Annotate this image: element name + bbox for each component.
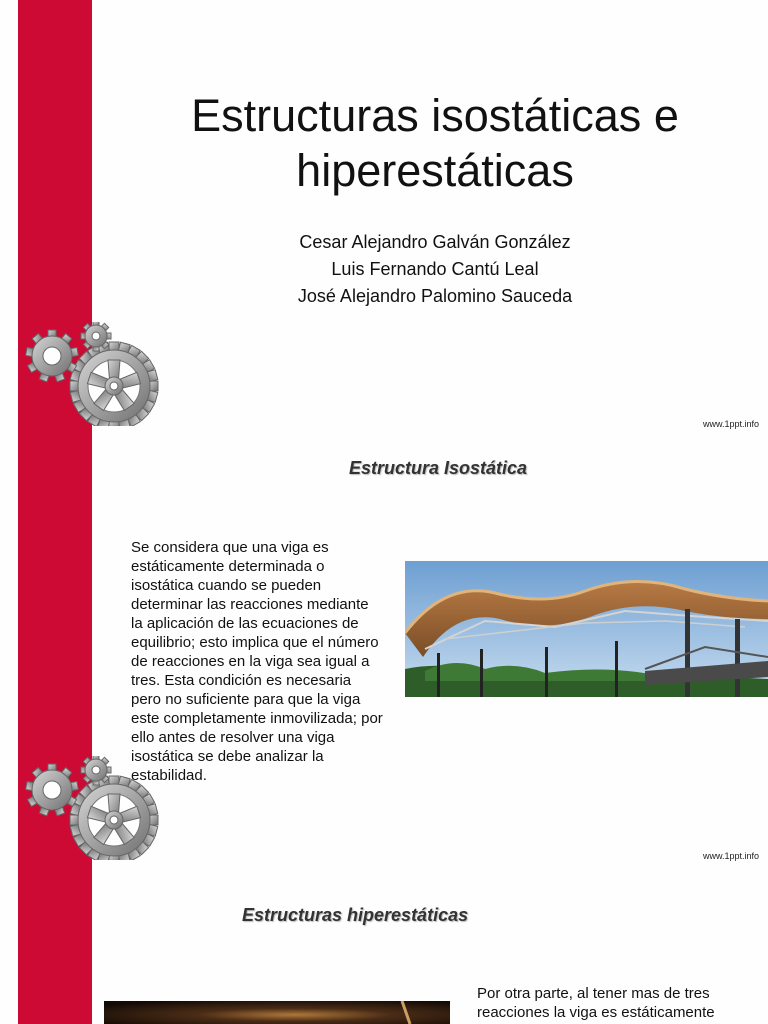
author-name: Cesar Alejandro Galván González	[299, 232, 571, 252]
text-line: Se considera que una viga es	[131, 539, 329, 556]
wooden-roof-structure-photo	[405, 561, 768, 697]
text-line: este completamente inmovilizada; por	[131, 710, 383, 727]
hyperstatic-slide	[0, 864, 768, 1024]
text-line: estáticamente determinada o	[131, 558, 325, 575]
text-line: equilibrio; esto implica que el número	[131, 634, 379, 651]
author-name: Luis Fernando Cantú Leal	[331, 259, 539, 279]
text-line: la aplicación de las ecuaciones de	[131, 615, 359, 632]
text-line: determinar las reacciones mediante	[131, 596, 369, 613]
text-line: isostática se debe analizar la	[131, 748, 324, 765]
title-line-2: hiperestáticas	[296, 145, 574, 196]
red-side-bar	[18, 864, 92, 1024]
text-line: isostática cuando se pueden	[131, 577, 322, 594]
body-paragraph	[477, 984, 762, 1022]
text-line: estabilidad.	[131, 767, 207, 784]
body-paragraph	[131, 538, 406, 785]
author-name: José Alejandro Palomino Sauceda	[297, 286, 573, 306]
title-slide	[0, 0, 768, 432]
text-line: ello antes de resolver una viga	[131, 729, 335, 746]
slide-heading: Estructura Isostática	[349, 458, 528, 478]
text-line: de reacciones en la viga sea igual a	[131, 653, 370, 670]
text-line: tres. Esta condición es necesaria	[131, 672, 352, 689]
author-list	[200, 229, 670, 310]
slide-heading: Estructuras hiperestáticas	[242, 905, 469, 925]
watermark-text: www.1ppt.info	[702, 851, 759, 861]
gears-icon	[24, 322, 162, 426]
watermark-text: www.1ppt.info	[702, 419, 759, 429]
text-line: reacciones la viga es estáticamente	[477, 1004, 715, 1021]
text-line: pero no suficiente para que la viga	[131, 691, 361, 708]
slide-title	[150, 88, 720, 198]
isostatic-slide	[0, 432, 768, 864]
text-line: Por otra parte, al tener mas de tres	[477, 985, 710, 1002]
title-line-1: Estructuras isostáticas e	[191, 90, 679, 141]
structure-photo	[104, 1001, 450, 1024]
